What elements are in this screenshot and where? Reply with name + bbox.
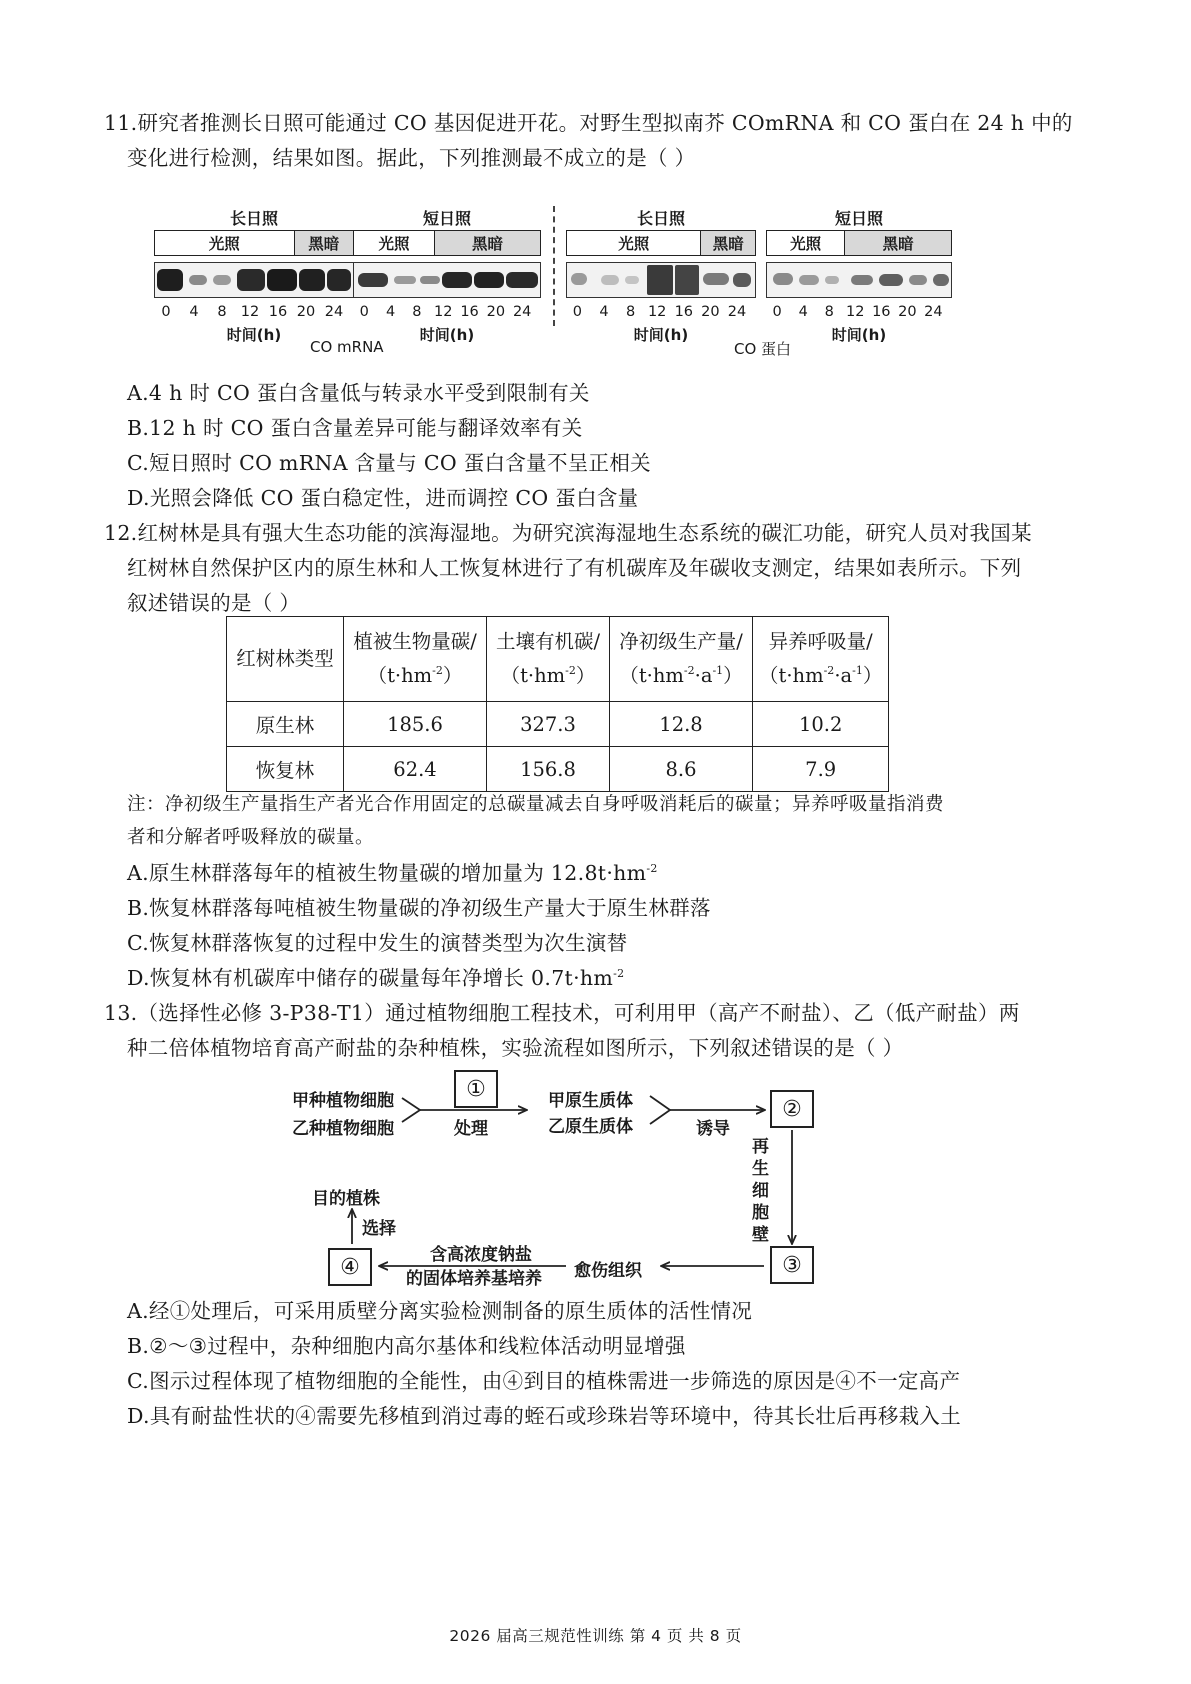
light-segment: 光照 [378, 235, 410, 253]
q13-option-a[interactable]: A.经①处理后，可采用质壁分离实验检测制备的原生质体的活性情况 [127, 1299, 753, 1323]
unit-sup: -1 [712, 664, 724, 677]
panel-mrna-long-day [154, 206, 354, 356]
tick: 4 [385, 304, 396, 320]
header-type: 红树林类型 [227, 617, 344, 702]
unit-text: （t·hm [759, 664, 824, 687]
panel-title: 长日照 [636, 209, 685, 228]
table-cell: 7.9 [753, 747, 889, 792]
table-cell: 12.8 [610, 702, 753, 747]
panel-title: 长日照 [229, 209, 278, 228]
q11-stem-line2: 变化进行检测，结果如图。据此，下列推测最不成立的是（ ） [127, 146, 696, 170]
table-row [227, 702, 889, 747]
tick: 12 [240, 304, 260, 320]
header-text: 植被生物量碳/ [353, 630, 477, 653]
q12-stem-line2: 红树林自然保护区内的原生林和人工恢复林进行了有机碳库及年碳收支测定，结果如表所示。下列 [127, 556, 1022, 580]
unit-sup: -2 [432, 664, 443, 677]
treat-label: 处理 [454, 1119, 488, 1139]
time-axis-label: 时间(h) [419, 326, 475, 344]
time-ticks [154, 304, 354, 324]
light-segment: 光照 [208, 235, 240, 253]
q12-note-line2: 者和分解者呼吸释放的碳量。 [127, 827, 375, 848]
mrna-caption: CO mRNA [310, 338, 384, 356]
panel-title: 短日照 [834, 209, 883, 228]
table-cell: 恢复林 [227, 747, 344, 792]
q11-option-c[interactable]: C.短日照时 CO mRNA 含量与 CO 蛋白含量不呈正相关 [127, 451, 651, 475]
time-axis-label: 时间(h) [633, 326, 689, 344]
panel-protein-short-day [766, 206, 952, 356]
step-box-4: ④ [328, 1248, 372, 1286]
tick: 24 [727, 304, 747, 320]
table-cell: 185.6 [344, 702, 487, 747]
unit-text: （t·hm [500, 664, 566, 687]
cell-a-label: 甲种植物细胞 [292, 1091, 394, 1111]
tick: 12 [434, 304, 453, 320]
tick: 8 [625, 304, 636, 320]
q12-note-line1: 注：净初级生产量指生产者光合作用固定的总碳量减去自身呼吸消耗后的碳量；异养呼吸量指消费 [127, 794, 945, 815]
protein-caption: CO 蛋白 [734, 340, 792, 358]
dark-segment: 黑暗 [844, 231, 951, 255]
dark-segment: 黑暗 [294, 231, 353, 255]
mrna-blot-long-day [154, 262, 354, 298]
tick: 24 [924, 304, 943, 320]
header-heterotrophic-respiration [753, 617, 889, 702]
unit-text: ·a [834, 664, 853, 687]
unit-sup: -2 [565, 664, 576, 677]
light-dark-bar [766, 230, 952, 256]
header-text: 土壤有机碳/ [495, 630, 601, 653]
panel-protein-long-day [566, 206, 756, 356]
induce-label: 诱导 [696, 1119, 730, 1139]
protein-blot-short-day [766, 262, 952, 298]
tick: 20 [296, 304, 316, 320]
cell-b-label: 乙种植物细胞 [292, 1119, 394, 1139]
step-box-1: ① [454, 1070, 498, 1108]
step-box-2: ② [770, 1090, 814, 1128]
q12-stem-line1: 12.红树林是具有强大生态功能的滨海湿地。为研究滨海湿地生态系统的碳汇功能，研究人员对我国某 [104, 521, 1032, 545]
medium-label-2: 的固体培养基培养 [406, 1269, 542, 1289]
tick: 8 [824, 304, 834, 320]
time-ticks [766, 304, 952, 324]
tick: 8 [217, 304, 227, 320]
table-cell: 156.8 [487, 747, 610, 792]
time-ticks [566, 304, 756, 324]
unit-sup: -2 [683, 664, 695, 677]
q11-option-b[interactable]: B.12 h 时 CO 蛋白含量差异可能与翻译效率有关 [127, 416, 583, 440]
unit-sup: -2 [646, 862, 658, 875]
tick: 20 [701, 304, 720, 320]
protein-blot-long-day [566, 262, 756, 298]
tick: 20 [898, 304, 917, 320]
table-cell: 327.3 [487, 702, 610, 747]
unit-text: （t·hm [619, 664, 684, 687]
tick: 16 [674, 304, 694, 320]
time-axis-label: 时间(h) [226, 326, 282, 344]
q11-figure [160, 206, 1040, 386]
unit-text: ） [575, 664, 596, 687]
table-cell: 10.2 [753, 702, 889, 747]
header-vegetation-carbon [344, 617, 487, 702]
q13-option-c[interactable]: C.图示过程体现了植物细胞的全能性，由④到目的植株需进一步筛选的原因是④不一定高产 [127, 1369, 961, 1393]
panel-mrna-short-day [353, 206, 541, 356]
q12-option-c[interactable]: C.恢复林群落恢复的过程中发生的演替类型为次生演替 [127, 931, 628, 955]
unit-sup: -2 [823, 664, 835, 677]
table-header-row [227, 617, 889, 702]
tick: 20 [486, 304, 506, 320]
target-plant-label: 目的植株 [312, 1189, 380, 1209]
figure-divider [553, 206, 555, 326]
unit-text: ·a [694, 664, 713, 687]
dark-segment: 黑暗 [700, 231, 755, 255]
q11-option-a[interactable]: A.4 h 时 CO 蛋白含量低与转录水平受到限制有关 [127, 381, 590, 405]
regen-wall-label: 再生细胞壁 [752, 1137, 769, 1245]
light-segment: 光照 [618, 235, 650, 253]
unit-text: （t·hm [367, 664, 433, 687]
light-dark-bar [566, 230, 756, 256]
unit-text: ） [442, 664, 463, 687]
tick: 12 [846, 304, 865, 320]
q12-stem-line3: 叙述错误的是（ ） [127, 591, 301, 615]
tick: 0 [572, 304, 583, 320]
table-cell: 原生林 [227, 702, 344, 747]
tick: 4 [798, 304, 808, 320]
option-text: D.恢复林有机碳库中储存的碳量每年净增长 0.7t·hm [127, 966, 614, 990]
tick: 0 [772, 304, 782, 320]
tick: 8 [412, 304, 422, 320]
tick: 12 [647, 304, 667, 320]
medium-label-1: 含高浓度钠盐 [430, 1245, 532, 1265]
protoplast-b-label: 乙原生质体 [548, 1117, 633, 1137]
tick: 24 [324, 304, 344, 320]
option-text: A.原生林群落每年的植被生物量碳的增加量为 12.8t·hm [127, 861, 647, 885]
unit-text: ） [862, 664, 883, 687]
header-soil-carbon [487, 617, 610, 702]
tick: 0 [161, 304, 171, 320]
time-ticks [353, 304, 541, 324]
mrna-blot-short-day [353, 262, 541, 298]
light-segment: 光照 [790, 235, 822, 253]
q12-option-b[interactable]: B.恢复林群落每吨植被生物量碳的净初级生产量大于原生林群落 [127, 896, 711, 920]
tick: 16 [460, 304, 479, 320]
q12-option-a[interactable] [127, 858, 658, 888]
unit-sup: -2 [613, 967, 625, 980]
header-text: 异养呼吸量/ [768, 630, 873, 653]
q11-option-d[interactable]: D.光照会降低 CO 蛋白稳定性，进而调控 CO 蛋白含量 [127, 486, 639, 510]
header-npp [610, 617, 753, 702]
q13-stem-line2: 种二倍体植物培育高产耐盐的杂种植株，实验流程如图所示，下列叙述错误的是（ ） [127, 1036, 904, 1060]
dark-segment: 黑暗 [434, 231, 540, 255]
table-cell: 8.6 [610, 747, 753, 792]
protoplast-a-label: 甲原生质体 [548, 1091, 633, 1111]
q13-flow-diagram [270, 1068, 830, 1290]
q13-option-d[interactable]: D.具有耐盐性状的④需要先移植到消过毒的蛭石或珍珠岩等环境中，待其长壮后再移栽入土 [127, 1404, 962, 1428]
tick: 24 [512, 304, 532, 320]
light-dark-bar [154, 230, 354, 256]
light-dark-bar [353, 230, 541, 256]
step-box-3: ③ [770, 1246, 814, 1284]
q11-stem-line1: 11.研究者推测长日照可能通过 CO 基因促进开花。对野生型拟南芥 COmRNA 和 CO 蛋白在 24 h 中的 [104, 111, 1073, 135]
time-axis-label: 时间(h) [831, 326, 887, 344]
table-cell: 62.4 [344, 747, 487, 792]
header-text: 净初级生产量/ [619, 630, 743, 653]
q13-option-b[interactable]: B.②～③过程中，杂种细胞内高尔基体和线粒体活动明显增强 [127, 1334, 686, 1358]
tick: 16 [268, 304, 288, 320]
page-footer: 2026 届高三规范性训练 第 4 页 共 8 页 [449, 1627, 742, 1645]
unit-sup: -1 [852, 664, 863, 677]
q13-stem-line1: 13.（选择性必修 3-P38-T1）通过植物细胞工程技术，可利用甲（高产不耐盐）、乙（低产耐盐）两 [104, 1001, 1020, 1025]
table-row [227, 747, 889, 792]
carbon-table [226, 616, 889, 792]
tick: 4 [189, 304, 199, 320]
tick: 4 [599, 304, 609, 320]
unit-text: ） [723, 664, 743, 687]
tick: 16 [872, 304, 891, 320]
select-label: 选择 [362, 1219, 396, 1239]
tick: 0 [359, 304, 369, 320]
panel-title: 短日照 [422, 209, 471, 228]
callus-label: 愈伤组织 [574, 1261, 642, 1281]
q12-option-d[interactable] [127, 963, 624, 993]
